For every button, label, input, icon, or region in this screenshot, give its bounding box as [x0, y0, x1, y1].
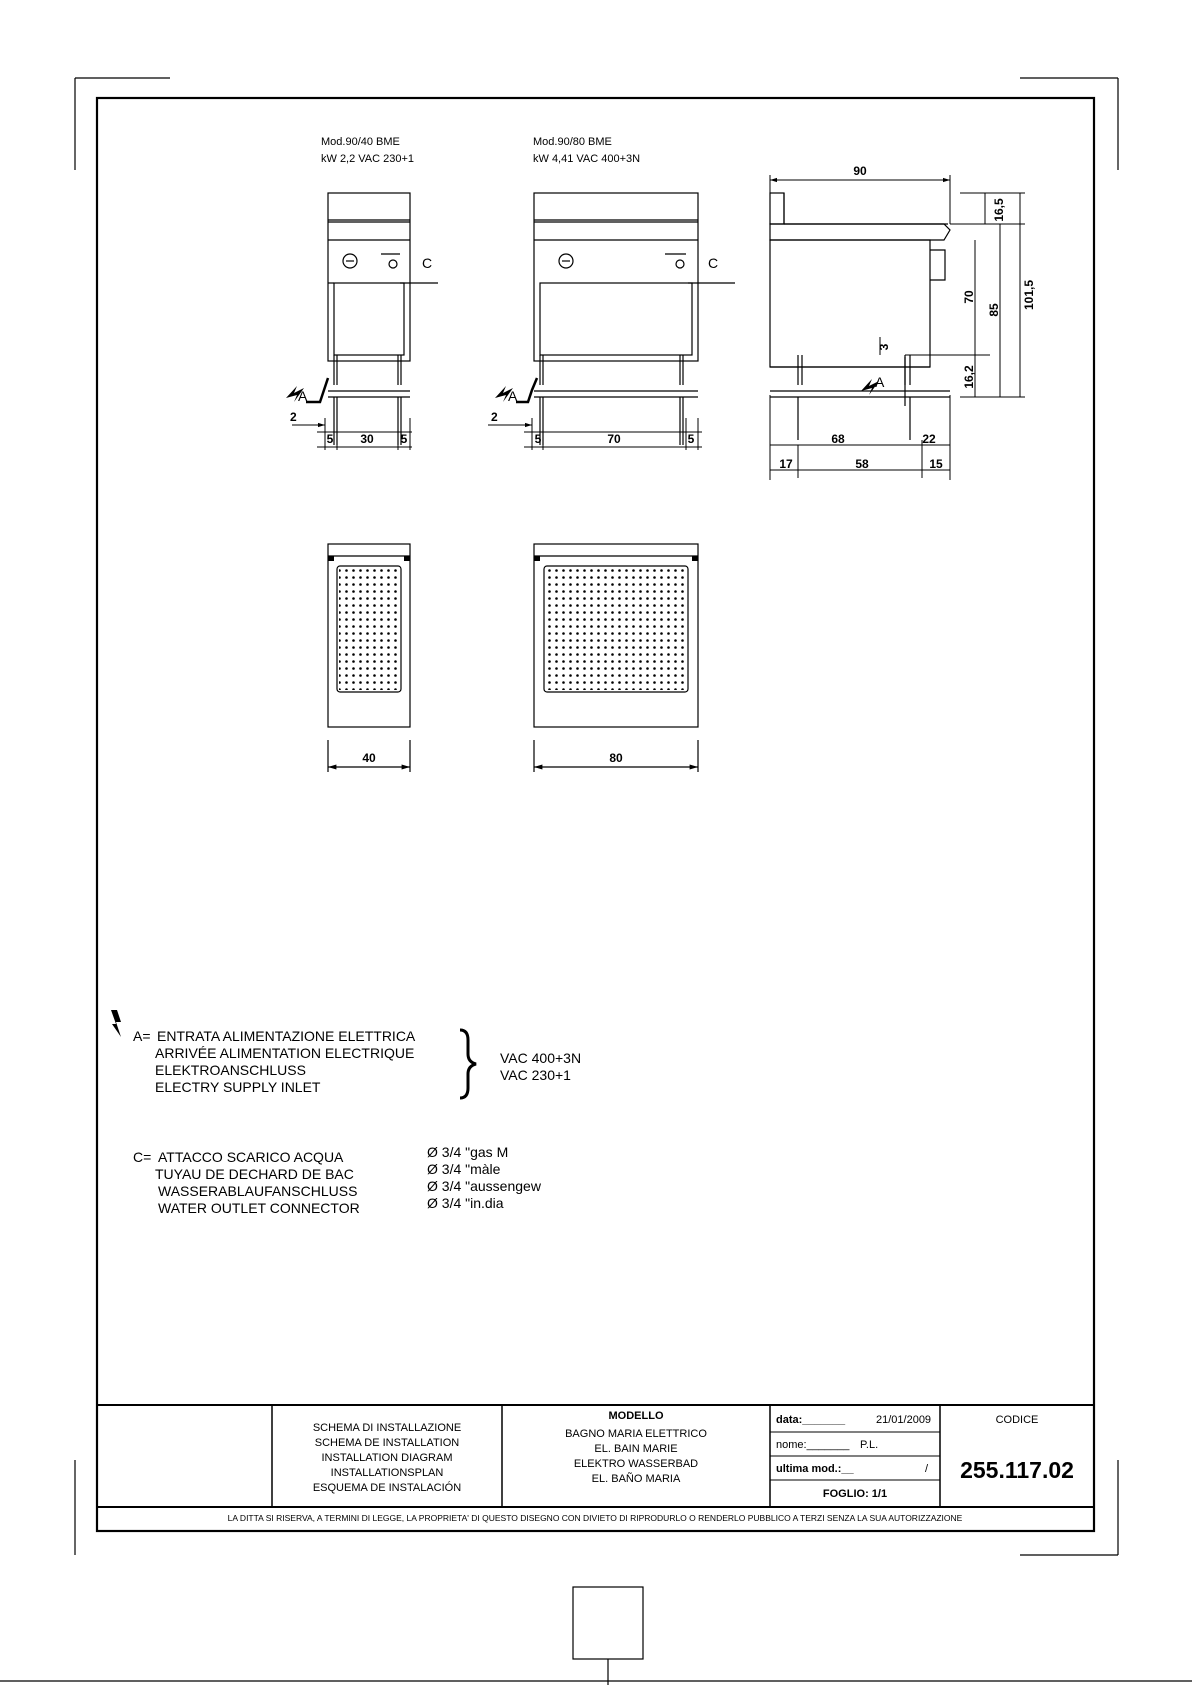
- dimensions-40: [292, 418, 412, 450]
- nome-label: nome:_______: [776, 1439, 850, 1451]
- legend-a-line-4: ELECTRY SUPPLY INLET: [155, 1079, 321, 1095]
- callout-c-80: C: [708, 255, 719, 271]
- dim-40-2: 2: [290, 410, 297, 424]
- data-label: data:_______: [776, 1414, 846, 1426]
- legend-c-value-1: Ø 3/4 "gas M: [427, 1144, 509, 1160]
- title-codice: [960, 1414, 1074, 1483]
- front-view-80: [534, 193, 735, 445]
- schema-line-3: INSTALLATION DIAGRAM: [321, 1452, 453, 1464]
- legend-c: [133, 1144, 542, 1216]
- dim-side-90: 90: [853, 164, 867, 178]
- dim-side-70: 70: [962, 290, 976, 304]
- codice-label: CODICE: [995, 1414, 1039, 1426]
- dim-top-40: 40: [362, 751, 376, 765]
- title-info: [776, 1414, 931, 1500]
- modello-line-1: BAGNO MARIA ELETTRICO: [565, 1428, 707, 1440]
- legend-a-prefix: A=: [133, 1028, 151, 1044]
- legend-a-line-1: ENTRATA ALIMENTAZIONE ELETTRICA: [157, 1028, 416, 1044]
- dim-top-80: 80: [609, 751, 623, 765]
- legend-a-value-2: VAC 230+1: [500, 1067, 571, 1083]
- legend-c-value-3: Ø 3/4 "aussengew: [427, 1178, 541, 1194]
- lightning-icon: [111, 1010, 121, 1037]
- dim-40-30: 30: [360, 432, 374, 446]
- legend-c-line-2: TUYAU DE DECHARD DE BAC: [155, 1166, 354, 1182]
- legend-c-value-4: Ø 3/4 "in.dia: [427, 1195, 504, 1211]
- legend-c-line-4: WATER OUTLET CONNECTOR: [158, 1200, 360, 1216]
- title-modello: [565, 1410, 707, 1485]
- front-view-40: [328, 193, 438, 445]
- callout-a-80: [495, 378, 537, 404]
- schema-line-2: SCHEMA DE INSTALLATION: [314, 1437, 460, 1449]
- title-schema: [313, 1422, 461, 1494]
- side-view: [770, 193, 950, 440]
- legend-c-line-3: WASSERABLAUFANSCHLUSS: [158, 1183, 358, 1199]
- modello-label: MODELLO: [608, 1410, 664, 1422]
- dim-side-16-2: 16,2: [962, 365, 976, 389]
- top-80-handle-left: [534, 556, 540, 561]
- nome-value: P.L.: [860, 1439, 879, 1451]
- schema-line-1: SCHEMA DI INSTALLAZIONE: [312, 1422, 462, 1434]
- dim-side-3: 3: [877, 343, 891, 351]
- model-header-40: [321, 136, 414, 165]
- ultima-value: /: [925, 1463, 929, 1475]
- codice-value: 255.117.02: [960, 1457, 1074, 1483]
- drawing-frame: [97, 98, 1094, 1531]
- legend-a: [111, 1010, 581, 1098]
- callout-a-40-label: A: [298, 388, 308, 404]
- dim-side-16-5: 16,5: [992, 198, 1006, 222]
- callout-c-40: C: [422, 255, 433, 271]
- legend-c-line-1: ATTACCO SCARICO ACQUA: [158, 1149, 344, 1165]
- dim-80-5b: 5: [687, 432, 695, 446]
- dim-40-5b: 5: [400, 432, 408, 446]
- page-number-box: [0, 1587, 1192, 1685]
- dim-40-5a: 5: [326, 432, 334, 446]
- title-block: [97, 1405, 1094, 1507]
- footer-note: LA DITTA SI RISERVA, A TERMINI DI LEGGE, LA PROPRIETA' DI QUESTO DISEGNO CON DIVIETO DI RIPRODURLO O RENDERLO PUBBLICO A TERZI SENZA LA SUA AUTORIZZAZIONE: [227, 1513, 963, 1523]
- brace-icon: [460, 1030, 476, 1098]
- model-name-40: Mod.90/40 BME: [321, 136, 400, 148]
- modello-line-4: EL. BAÑO MARIA: [591, 1473, 681, 1485]
- legend-a-line-3: ELEKTROANSCHLUSS: [155, 1062, 306, 1078]
- dimensions-80: [488, 418, 702, 450]
- dim-80-2: 2: [491, 410, 498, 424]
- legend-c-value-2: Ø 3/4 "màle: [427, 1161, 501, 1177]
- callout-a-40: [286, 378, 328, 404]
- top-view-40: [328, 544, 410, 772]
- modello-line-2: EL. BAIN MARIE: [594, 1443, 678, 1455]
- legend-c-prefix: C=: [133, 1149, 152, 1165]
- modello-line-3: ELEKTRO WASSERBAD: [573, 1458, 699, 1470]
- top-80-handle-right: [692, 556, 698, 561]
- dim-side-68: 68: [831, 432, 845, 446]
- dim-80-70: 70: [607, 432, 621, 446]
- ultima-label: ultima mod.:__: [776, 1463, 854, 1475]
- model-power-40: kW 2,2 VAC 230+1: [321, 153, 415, 165]
- callout-a-80-label: A: [508, 388, 518, 404]
- dim-side-22: 22: [922, 432, 936, 446]
- dim-side-101-5: 101,5: [1022, 279, 1036, 311]
- model-header-80: [533, 136, 640, 165]
- dim-side-58: 58: [855, 457, 869, 471]
- dim-side-85: 85: [987, 303, 1001, 317]
- top-view-80: [534, 544, 698, 772]
- schema-line-4: INSTALLATIONSPLAN: [330, 1467, 444, 1479]
- dim-side-17: 17: [779, 457, 793, 471]
- top-40-handle-right: [404, 556, 410, 561]
- schema-line-5: ESQUEMA DE INSTALACIÓN: [312, 1482, 462, 1494]
- legend-a-line-2: ARRIVÉE ALIMENTATION ELECTRIQUE: [155, 1045, 415, 1061]
- dim-side-15: 15: [929, 457, 943, 471]
- dimensions-side: [770, 175, 1025, 480]
- legend-a-value-1: VAC 400+3N: [500, 1050, 582, 1066]
- foglio: FOGLIO: 1/1: [822, 1488, 888, 1500]
- top-40-handle-left: [328, 556, 334, 561]
- model-power-80: kW 4,41 VAC 400+3N: [533, 153, 641, 165]
- callout-a-side: [861, 374, 885, 395]
- callout-a-side-label: A: [875, 374, 885, 390]
- dim-80-5a: 5: [534, 432, 542, 446]
- model-name-80: Mod.90/80 BME: [533, 136, 612, 148]
- data-value: 21/01/2009: [876, 1414, 932, 1426]
